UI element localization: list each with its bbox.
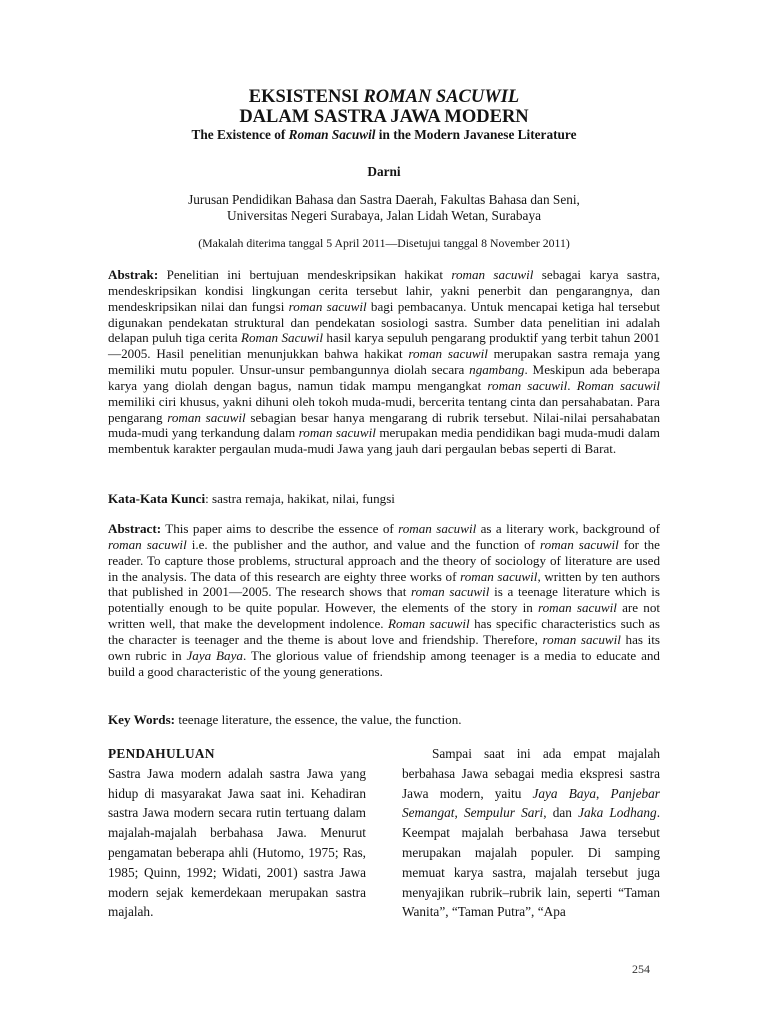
kata-kunci-label: Kata-Kata Kunci: [108, 491, 206, 506]
italic-term: Jaka Lodhang: [578, 805, 657, 821]
page-number: 254: [632, 962, 650, 976]
affiliation-line-1: Jurusan Pendidikan Bahasa dan Sastra Daerah, Fakultas Bahasa dan Seni,: [188, 192, 580, 207]
left-column: [108, 744, 366, 922]
title-plain: EKSISTENSI: [248, 87, 364, 107]
italic-term: roman sacuwil: [540, 536, 619, 552]
key-words: [108, 712, 660, 728]
kata-kunci: [108, 491, 660, 507]
subtitle-italic: Roman Sacuwil: [288, 127, 376, 142]
italic-term: roman sacuwil: [460, 568, 538, 584]
subtitle-pre: The Existence of: [191, 127, 289, 142]
abstrak-body: Penelitian ini bertujuan mendeskripsikan hakikat roman sacuwil sebagai karya sastra, mendeskripsikan kondisi lingkungan cerita tersebut lahir, yakni penerbit dan pengarangnya, dan mendeskripsikan nilai dan fungsi roman sacuwil bagi pembacanya. Untuk mencapai ketiga hal tersebut digunakan pendekatan struktural dan pendekatan sosiologi sastra. Sumber data penelitian ini adalah delapan puluh tiga cerita Roman Sacuwil hasil karya sepuluh pengarang produktif yang terbit tahun 2001—2005. Hasil penelitian menunjukkan bahwa hakikat roman sacuwil merupakan sastra remaja yang memiliki mutu populer. Unsur-unsur pembangunnya diolah secara ngambang. Meskipun ada beberapa karya yang diolah dengan bagus, namun tidak mampu mengangkat roman sacuwil. Roman sacuwil memiliki ciri khusus, yakni dihuni oleh tokoh muda-mudi, bercerita tentang cinta dan persahabatan. Para pengarang roman sacuwil sebagian besar hanya mengarang di rubrik tersebut. Nilai-nilai persahabatan muda-mudi yang terkandung dalam roman sacuwil merupakan media pendidikan bagi muda-mudi dalam membentuk karakter pergaulan muda-mudi Jawa yang jauh dari pergaulan bebas seperti di Barat.: [108, 267, 660, 457]
abstract-body: This paper aims to describe the essence of roman sacuwil as a literary work, background of roman sacuwil i.e. the publisher and the author, and value and the function of roman sacuwil for the reader. To capture those problems, structural approach and the theory of sociology of literature are used in the analysis. The data of this research are eighty three works of roman sacuwil, written by ten authors that published in 2001—2005. The research shows that roman sacuwil is a teenage literature which is potentially enough to be quite popular. However, the elements of the story in roman sacuwil are not written well, that make the development indolence. Roman sacuwil has specific characteristics such as the character is teenager and the theme is about love and friendship. Therefore, roman sacuwil has its own rubric in Jaya Baya. The glorious value of friendship among teenager is a media to educate and build a good characteristic of the young generations.: [108, 521, 661, 679]
italic-term: Panjebar Semangat: [402, 785, 660, 821]
italic-term: roman sacuwil: [487, 377, 568, 393]
abstract-paragraph: [108, 521, 660, 679]
italic-term: roman sacuwil: [108, 536, 187, 552]
italic-term: roman sacuwil: [167, 409, 246, 425]
section-heading: PENDAHULUAN: [108, 746, 215, 761]
title-italic: ROMAN SACUWIL: [363, 87, 520, 107]
italic-term: roman sacuwil: [537, 600, 617, 616]
italic-term: Roman sacuwil: [576, 377, 660, 393]
submission-dates: (Makalah diterima tanggal 5 April 2011—Disetujui tanggal 8 November 2011): [198, 236, 570, 250]
key-words-label: Key Words:: [108, 712, 176, 727]
intro-paragraph-left: Sastra Jawa modern adalah sastra Jawa yang hidup di masyarakat Jawa saat ini. Kehadiran sastra Jawa modern secara rutin tertuang dalam majalah-majalah berbahasa Jawa. Menurut pengamatan beberapa ahli (Hutomo, 1975; Ras, 1985; Quinn, 1992; Widati, 2001) sastra Jawa modern sejak kemerdekaan merupakan sastra majalah.: [108, 765, 366, 920]
kata-kunci-text: : sastra remaja, hakikat, nilai, fungsi: [205, 491, 395, 506]
intro-paragraph-right: Sampai saat ini ada empat majalah berbahasa Jawa sebagai media ekspresi sastra Jawa modern, yaitu Jaya Baya, Panjebar Semangat, Sempulur Sari, dan Jaka Lodhang. Keempat majalah berbahasa Jawa tersebut merupakan majalah populer. Di samping memuat karya sastra, majalah tersebut juga menyajikan rubrik–rubrik lain, seperti “Taman Wanita”, “Taman Putra”, “Apa: [402, 746, 661, 920]
abstrak-label: Abstrak:: [108, 267, 159, 282]
italic-term: roman sacuwil: [288, 298, 367, 314]
italic-term: roman sacuwil: [411, 584, 490, 600]
right-column: [402, 744, 660, 922]
italic-term: roman sacuwil: [408, 346, 488, 362]
italic-term: roman sacuwil: [451, 267, 534, 282]
abstrak-paragraph: [108, 267, 660, 457]
author-name: Darni: [367, 164, 401, 179]
english-subtitle: [108, 127, 660, 143]
affiliation: [108, 192, 660, 224]
italic-term: Jaya Baya: [186, 647, 243, 663]
italic-term: Roman sacuwil: [388, 616, 470, 632]
italic-term: Roman Sacuwil: [240, 330, 323, 346]
title-line-2: DALAM SASTRA JAWA MODERN: [239, 107, 529, 127]
italic-term: roman sacuwil: [542, 631, 621, 647]
italic-term: Sempulur Sari: [463, 805, 544, 821]
italic-term: roman sacuwil: [398, 521, 477, 536]
italic-term: ngambang: [469, 362, 525, 378]
italic-term: roman sacuwil: [298, 425, 376, 441]
affiliation-line-2: Universitas Negeri Surabaya, Jalan Lidah Wetan, Surabaya: [226, 208, 541, 223]
abstract-label: Abstract:: [108, 521, 162, 536]
key-words-text: teenage literature, the essence, the value, the function.: [175, 712, 462, 727]
italic-term: Jaya Baya: [532, 785, 597, 801]
subtitle-post: in the Modern Javanese Literature: [375, 127, 577, 142]
title-line-1: [108, 87, 660, 107]
